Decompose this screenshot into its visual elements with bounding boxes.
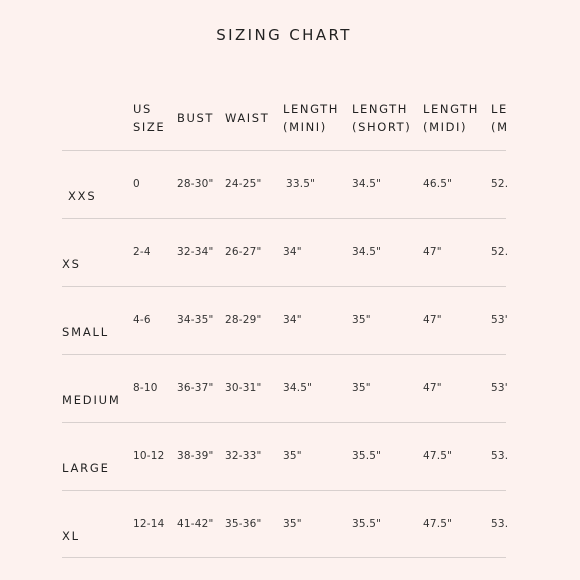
header-waist: [225, 109, 269, 127]
us-size-cell: 0: [133, 178, 140, 190]
header-length-mini-line2: (MINI): [283, 120, 327, 134]
header-length-cut: [491, 100, 509, 136]
waist-cell: 24-25": [225, 178, 262, 190]
length-short-cell: 35.5": [352, 450, 382, 462]
header-us-size-line1: US: [133, 102, 152, 116]
table-row: [62, 150, 509, 219]
table-row: [62, 490, 509, 559]
waist-cell: 26-27": [225, 246, 262, 258]
us-size-cell: 2-4: [133, 246, 151, 258]
length-midi-cell: 47.5": [423, 518, 453, 530]
bust-cell: 38-39": [177, 450, 214, 462]
length-midi-cell: 47": [423, 314, 442, 326]
length-mini-cell: 33.5": [286, 178, 316, 190]
header-length-mini-line1: LENGTH: [283, 102, 340, 116]
header-bust-line1: BUST: [177, 111, 215, 125]
length-cut-cell: 52.: [491, 178, 509, 190]
length-short-cell: 35": [352, 314, 371, 326]
length-midi-cell: 46.5": [423, 178, 453, 190]
size-label: XS: [62, 257, 81, 271]
header-length-midi: [423, 100, 479, 136]
header-length-midi-line1: LENGTH: [423, 102, 480, 116]
table-header: [0, 100, 509, 150]
length-cut-cell: 53': [491, 314, 508, 326]
size-label: XXS: [68, 189, 97, 203]
header-length-short-line1: LENGTH: [352, 102, 409, 116]
length-short-cell: 35.5": [352, 518, 382, 530]
us-size-cell: 4-6: [133, 314, 151, 326]
header-length-short: [352, 100, 411, 136]
waist-cell: 30-31": [225, 382, 262, 394]
header-length-short-line2: (SHORT): [352, 120, 412, 134]
length-mini-cell: 35": [283, 450, 302, 462]
us-size-cell: 8-10: [133, 382, 158, 394]
table-bottom-divider: [62, 557, 506, 558]
table-row: [62, 422, 509, 491]
length-short-cell: 35": [352, 382, 371, 394]
header-us-size-line2: SIZE: [133, 120, 166, 134]
length-midi-cell: 47.5": [423, 450, 453, 462]
header-waist-line1: WAIST: [225, 111, 270, 125]
length-cut-cell: 53.: [491, 518, 509, 530]
waist-cell: 35-36": [225, 518, 262, 530]
header-length-midi-line2: (MIDI): [423, 120, 468, 134]
table-row: [62, 354, 506, 423]
length-mini-cell: 34.5": [283, 382, 313, 394]
length-midi-cell: 47": [423, 382, 442, 394]
size-label: LARGE: [62, 461, 110, 475]
length-midi-cell: 47": [423, 246, 442, 258]
us-size-cell: 10-12: [133, 450, 165, 462]
waist-cell: 32-33": [225, 450, 262, 462]
length-cut-cell: 53.: [491, 450, 509, 462]
size-label: SMALL: [62, 325, 109, 339]
length-mini-cell: 34": [283, 246, 302, 258]
bust-cell: 41-42": [177, 518, 214, 530]
waist-cell: 28-29": [225, 314, 262, 326]
size-label: XL: [62, 529, 80, 543]
header-us-size: [133, 100, 165, 136]
length-cut-cell: 52.: [491, 246, 509, 258]
header-length-mini: [283, 100, 339, 136]
bust-cell: 28-30": [177, 178, 214, 190]
page-title: SIZING CHART: [216, 26, 352, 44]
length-mini-cell: 34": [283, 314, 302, 326]
length-short-cell: 34.5": [352, 178, 382, 190]
table-row: [62, 218, 509, 287]
header-length-cut-line1: LE: [491, 102, 508, 116]
header-bust: [177, 109, 214, 127]
bust-cell: 32-34": [177, 246, 214, 258]
length-mini-cell: 35": [283, 518, 302, 530]
table-row: [62, 286, 506, 355]
bust-cell: 34-35": [177, 314, 214, 326]
header-length-cut-line2: (M: [491, 120, 509, 134]
size-label: MEDIUM: [62, 393, 121, 407]
bust-cell: 36-37": [177, 382, 214, 394]
length-cut-cell: 53': [491, 382, 508, 394]
length-short-cell: 34.5": [352, 246, 382, 258]
us-size-cell: 12-14: [133, 518, 165, 530]
